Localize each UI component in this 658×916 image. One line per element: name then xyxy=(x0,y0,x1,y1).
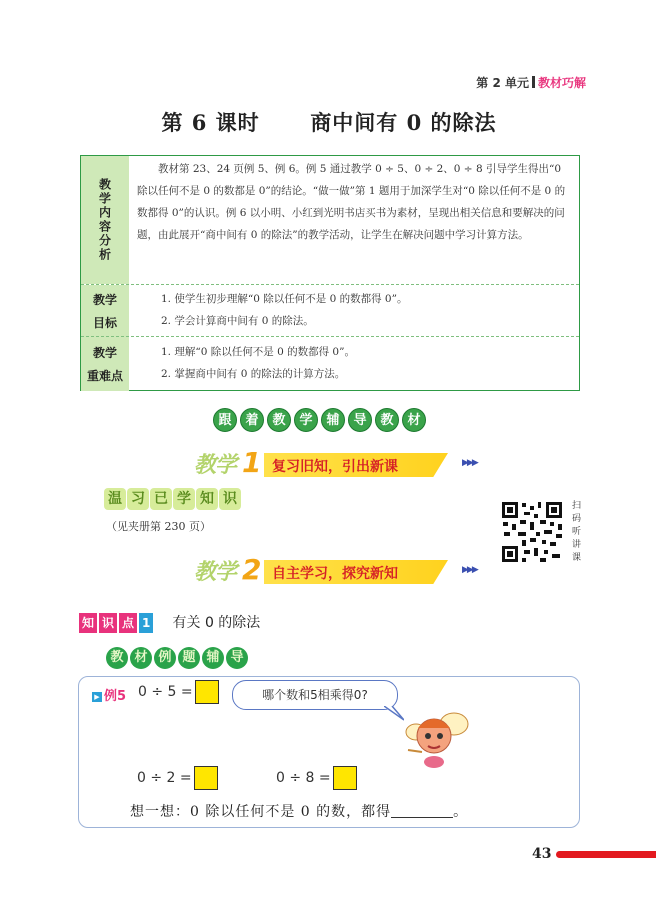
step1-banner: 教学 1 复习旧知，引出新课 ▶▶▶ xyxy=(194,446,477,479)
page-header xyxy=(476,74,586,91)
page-number: 43 xyxy=(532,846,552,862)
speech-bubble: 哪个数和5相乘得0? xyxy=(232,680,398,710)
answer-box[interactable] xyxy=(333,766,357,790)
step2-banner: 教学 2 自主学习，探究新知 ▶▶▶ xyxy=(194,553,477,586)
see-reference: （见夹册第 230 页） xyxy=(106,520,211,533)
analysis-label: 教学内容分析 xyxy=(81,156,129,284)
follow-textbook-banner: 跟 着 教 学 辅 导 教 材 xyxy=(213,408,447,436)
qr-caption: 扫 码 听 讲 课 xyxy=(572,501,582,563)
analysis-row xyxy=(81,156,579,284)
key-point-item: 1. 理解“0 除以任何不是 0 的数都得 0”。 xyxy=(161,346,355,358)
key-points-label: 教学 重难点 xyxy=(81,337,129,391)
answer-box[interactable] xyxy=(194,766,218,790)
arrows-icon: ▶▶▶ xyxy=(462,565,477,575)
bubble-tail xyxy=(384,706,404,722)
example-guide-banner: 教 材 例 题 辅 导 xyxy=(106,646,250,669)
think-prompt: 想一想：0 除以任何不是 0 的数，都得 。 xyxy=(130,804,469,820)
answer-box[interactable] xyxy=(195,680,219,704)
teaching-table xyxy=(80,155,580,391)
step1-title: 复习旧知，引出新课 xyxy=(272,459,398,475)
arrows-icon: ▶▶▶ xyxy=(462,458,477,468)
answer-blank[interactable] xyxy=(391,803,453,818)
goals-label: 教学 目标 xyxy=(81,285,129,337)
analysis-text: 教材第 23、24 页例 5、例 6。例 5 通过教学 0 ÷ 5、0 ÷ 2、0 ÷ 8 引导学生得出“0 除以任何不是 0 的数都是 0”的结论。“做一做”第 1 题用于加深学生对“0 除以任何不是 0 的数都得 0”的认识。例 6 以小明、小红到光明书店买书为素材，呈现出相关信息和要解决的问题，由此展开“商中间有 0 的除法”的教学活动，让学生在解决问题中学习计算方法。 xyxy=(137,163,566,241)
lesson-topic: 商中间有 0 的除法 xyxy=(310,110,497,135)
unit-label: 第 2 单元 xyxy=(476,76,529,90)
equation-2: 0 ÷ 2 = xyxy=(137,766,218,790)
lesson-number: 第 6 课时 xyxy=(161,110,260,135)
qr-code-icon[interactable] xyxy=(500,500,572,564)
goal-item: 1. 使学生初步理解“0 除以任何不是 0 的数都得 0”。 xyxy=(161,293,408,305)
page-title xyxy=(0,107,658,137)
goals-row xyxy=(81,284,579,337)
knowledge-point-header: 知 识 点 1 有关 0 的除法 xyxy=(79,612,260,632)
goal-item: 2. 学会计算商中间有 0 的除法。 xyxy=(161,315,314,327)
key-points-row xyxy=(81,336,579,391)
series-label: 教材巧解 xyxy=(537,76,586,90)
key-point-item: 2. 掌握商中间有 0 的除法的计算方法。 xyxy=(161,368,346,380)
play-icon: ▶ xyxy=(92,692,102,702)
header-divider xyxy=(532,76,535,88)
page-accent-bar xyxy=(556,851,656,858)
cupid-illustration-icon xyxy=(402,702,470,772)
equation-3: 0 ÷ 8 = xyxy=(276,766,357,790)
step2-title: 自主学习，探究新知 xyxy=(272,566,398,582)
knowledge-title: 有关 0 的除法 xyxy=(172,615,261,631)
equation-1: 0 ÷ 5 = xyxy=(138,680,219,704)
review-banner: 温 习 已 学 知 识 xyxy=(104,488,242,510)
example-label: ▶ 例5 xyxy=(92,685,126,704)
